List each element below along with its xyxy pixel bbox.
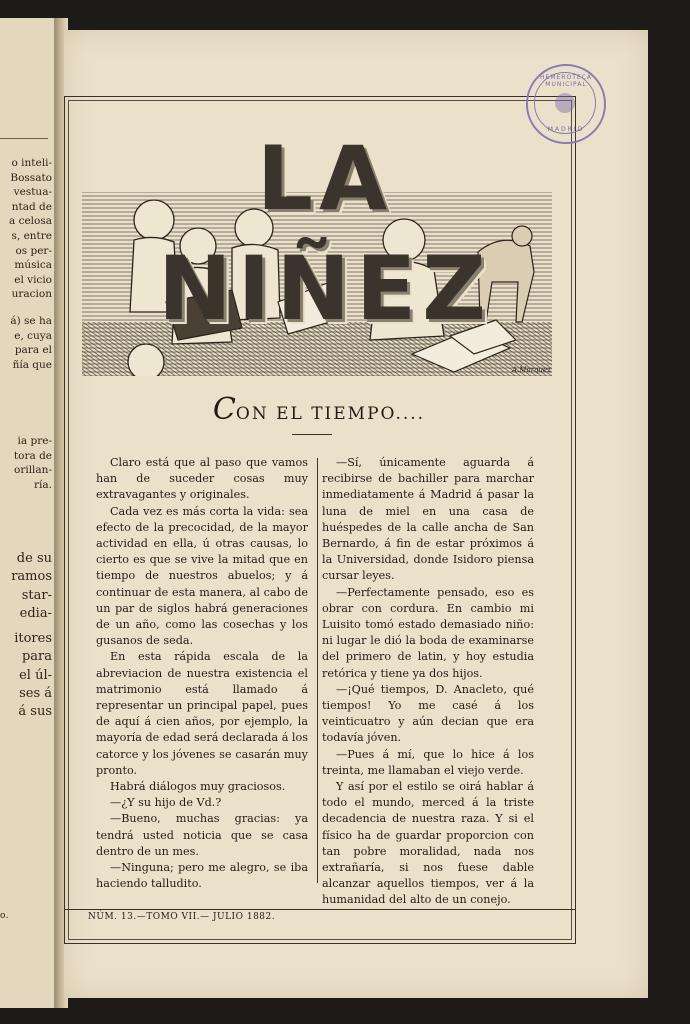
seal-icon (555, 93, 575, 113)
text-line: ría. (34, 478, 52, 491)
previous-page-text-fragment (0, 156, 52, 302)
previous-page-footer: o. (0, 911, 10, 921)
text-line: á) se ha (10, 315, 52, 327)
text-line: vestua- (13, 186, 52, 199)
paragraph: En esta rápida escala de la abreviacion de nuestra existencia el matrimonio está llamado á representar un principal papel, pues de aquí á cien años, por ejemplo, la mayoría de edad será declarada á los catorce y los jóvenes se casarán muy pronto. (96, 650, 308, 777)
paragraph: Y así por el estilo se oirá hablar á todo el mundo, merced á la triste decadencia de nuestra raza. Y si el físico ha de guardar proporcion con tan pobre moralidad, nada nos extrañaría, si nos fuese dable alcanzar aquellos tiempos, ver á la humanidad del alto de un conejo. (322, 780, 534, 907)
article-column-right (322, 455, 534, 909)
text-line: á sus (18, 704, 52, 720)
text-line: s, entre (11, 229, 52, 242)
text-line: ses á (19, 685, 52, 701)
text-line: os per- (15, 244, 52, 257)
text-line: star- (21, 587, 52, 603)
stamp-text: MADRID (547, 126, 585, 133)
text-line: edia- (19, 605, 52, 621)
column-divider (317, 458, 318, 883)
text-line: tora de (13, 449, 52, 462)
text-line: ntad de (11, 200, 52, 213)
engraver-signature: A.Marquez (512, 366, 551, 374)
text-line: uracion (11, 288, 52, 301)
text-line: Bossato (10, 171, 52, 184)
paragraph: —Bueno, muchas gracias: ya tendrá usted noticia que se casa dentro de un mes. (96, 812, 308, 858)
previous-page-edge (0, 18, 56, 1008)
library-stamp (526, 64, 606, 144)
text-line: a celosa (8, 215, 52, 228)
text-line: para el (14, 344, 52, 357)
paragraph: —Ninguna; pero me alegro, se iba haciendo talludito. (96, 861, 308, 891)
magazine-page (64, 30, 648, 998)
text-line: de su (16, 551, 52, 566)
previous-page-text-fragment (0, 630, 52, 721)
paragraph: Claro está que al paso que vamos han de suceder cosas muy extravagantes y originales. (96, 456, 308, 502)
paragraph: —¡Qué tiempos, D. Anacleto, qué tiempos! Yo me casé á los veinticuatro y aún decian que era todavía jóven. (322, 682, 534, 745)
text-line: ñía que (12, 358, 52, 371)
text-line: orillan- (14, 464, 52, 477)
text-line: o inteli- (11, 157, 52, 169)
paragraph: Cada vez es más corta la vida: sea efecto de la precocidad, de la mayor actividad en ella, ú otras causas, lo cierto es que se vive la mitad que en tiempo de nuestros abuelos; y á continuar de esta manera, al cabo de un par de siglos habrá generaciones de un año, como las cosechas y los gusanos de seda. (96, 504, 308, 648)
paragraph: —Sí, únicamente aguarda á recibirse de bachiller para marchar inmediatamente á Madrid á pasar la luna de miel en una casa de huéspedes de la calle ancha de San Bernardo, á fin de estar próximos á la Universidad, donde Isidoro piensa cursar leyes. (322, 456, 534, 583)
paragraph: Habrá diálogos muy graciosos. (110, 780, 286, 794)
text-line: e, cuya (14, 329, 52, 342)
issue-footer: NÚM. 13.—TOMO VII.— JULIO 1882. (88, 912, 276, 922)
divider (64, 909, 576, 910)
text-line: ia pre- (17, 435, 52, 447)
text-line: música (14, 259, 52, 272)
previous-page-text-fragment (0, 434, 52, 492)
paragraph: —Perfectamente pensado, eso es obrar con cordura. En cambio mi Luisito tomó estado demasiado niño: ni lugar le dió la boda de examinarse del primero de latin, y hoy estudia retórica y tiene ya dos hijos. (322, 585, 534, 680)
text-line: para (21, 649, 52, 665)
text-line: el úl- (19, 667, 52, 683)
text-line: ramos (11, 569, 52, 585)
text-line: itores (14, 631, 52, 646)
previous-page-text-fragment (0, 314, 52, 372)
title-initial: C (212, 392, 236, 427)
masthead-illustration (82, 122, 552, 376)
paragraph: —Pues á mí, que lo hice á los treinta, me llamaban el viejo verde. (322, 747, 534, 777)
title-rest: ON EL TIEMPO.... (235, 404, 426, 424)
divider (292, 434, 332, 435)
text-line: el vicio (14, 273, 52, 286)
previous-page-text-fragment (0, 550, 52, 623)
magazine-title: LA NIÑEZ (158, 127, 492, 340)
article-title (64, 392, 574, 427)
stamp-text: HEMEROTECA MUNICIPAL (540, 74, 592, 88)
article-column-left (96, 455, 308, 892)
divider (0, 138, 48, 139)
paragraph: —¿Y su hijo de Vd.? (110, 796, 222, 810)
